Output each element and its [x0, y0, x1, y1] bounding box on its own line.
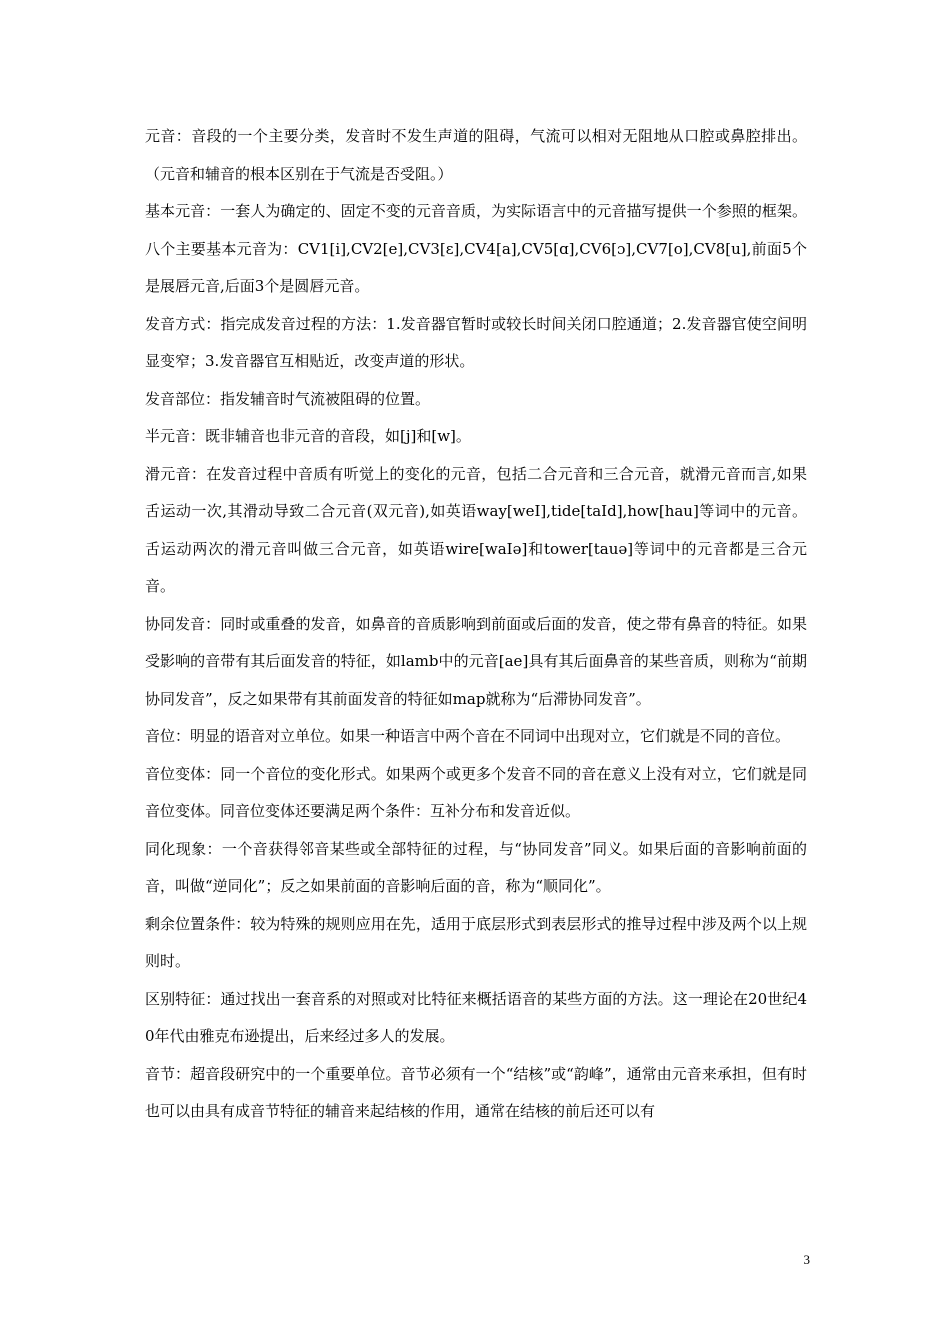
paragraph-semi-vowel: 半元音：既非辅音也非元音的音段，如[j]和[w]。	[145, 427, 471, 445]
paragraph-vowel: 元音：音段的一个主要分类，发音时不发生声道的阻碍，气流可以相对无阻地从口腔或鼻腔排出。（元音和辅音的根本区别在于气流是否受阻。）	[145, 127, 807, 183]
paragraph-cardinal-vowels: 基本元音：一套人为确定的、固定不变的元音音质，为实际语言中的元音描写提供一个参照的框架。八个主要基本元音为：CV1[i],CV2[e],CV3[ɛ],CV4[a],CV5[ɑ],CV6[ɔ],CV7[o],CV8[u],前面5个是展唇元音,后面3个是圆唇元音。	[145, 202, 807, 295]
paragraph-phoneme: 音位：明显的语音对立单位。如果一种语言中两个音在不同词中出现对立，它们就是不同的音位。	[145, 727, 791, 745]
paragraph-syllable: 音节：超音段研究中的一个重要单位。音节必须有一个“结核”或“韵峰”，通常由元音来承担，但有时也可以由具有成音节特征的辅音来起结核的作用，通常在结核的前后还可以有	[145, 1064, 807, 1120]
paragraph-distinctive-features: 区别特征：通过找出一套音系的对照或对比特征来概括语音的某些方面的方法。这一理论在20世纪40年代由雅克布逊提出，后来经过多人的发展。	[145, 989, 807, 1045]
paragraph-assimilation: 同化现象：一个音获得邻音某些或全部特征的过程，与“协同发音”同义。如果后面的音影响前面的音，叫做“逆同化”；反之如果前面的音影响后面的音，称为“顺同化”。	[145, 839, 807, 895]
paragraph-coarticulation: 协同发音：同时或重叠的发音，如鼻音的音质影响到前面或后面的发音，使之带有鼻音的特征。如果受影响的音带有其后面发音的特征，如lamb中的元音[ae]具有其后面鼻音的某些音质，则称为“前期协同发音”，反之如果带有其前面发音的特征如map就称为“后滞协同发音”。	[145, 614, 807, 708]
paragraph-allophone: 音位变体：同一个音位的变化形式。如果两个或更多个发音不同的音在意义上没有对立，它们就是同音位变体。同音位变体还要满足两个条件：互补分布和发音近似。	[145, 764, 807, 820]
page-number: 3	[803, 1252, 810, 1267]
paragraph-place-of-articulation: 发音部位：指发辅音时气流被阻碍的位置。	[145, 389, 431, 408]
body-text	[145, 118, 807, 1131]
paragraph-manner-of-articulation: 发音方式：指完成发音过程的方法：1.发音器官暂时或较长时间关闭口腔通道；2.发音器官使空间明显变窄；3.发音器官互相贴近，改变声道的形状。	[145, 314, 807, 370]
paragraph-elsewhere-condition: 剩余位置条件：较为特殊的规则应用在先，适用于底层形式到表层形式的推导过程中涉及两个以上规则时。	[145, 914, 807, 970]
paragraph-glide: 滑元音：在发音过程中音质有听觉上的变化的元音，包括二合元音和三合元音，就滑元音而言,如果舌运动一次,其滑动导致二合元音(双元音),如英语way[weI],tide[taId],how[hau]等词中的元音。舌运动两次的滑元音叫做三合元音，如英语wire[waIə]和tower[tauə]等词中的元音都是三合元音。	[145, 464, 807, 595]
